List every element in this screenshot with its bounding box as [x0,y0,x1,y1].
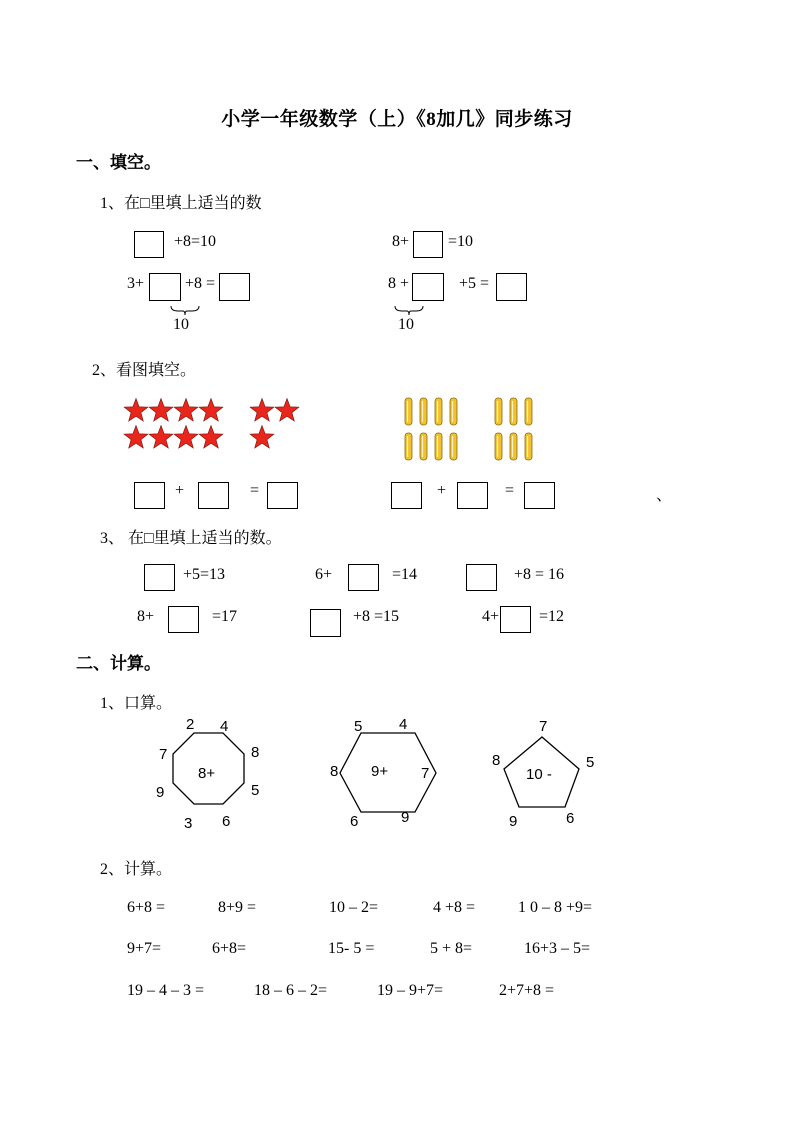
stick-icon [450,398,457,425]
answer-box[interactable] [168,606,199,633]
question-label: 2、计算。 [100,861,173,878]
equation-text: =17 [212,608,238,625]
hexagon-number: 5 [354,718,363,735]
plus-sign: + [175,482,185,499]
stick-icon [495,433,502,460]
answer-box[interactable] [219,273,250,301]
answer-box[interactable] [496,273,527,301]
equation-text: +8=10 [174,233,217,250]
answer-box[interactable] [413,231,443,258]
equation-text: =14 [392,566,418,583]
star-icon [124,399,148,422]
octagon-center: 8+ [198,765,216,782]
equation-text: 6+ [315,566,333,583]
hexagon-number: 7 [421,765,430,782]
star-icon [149,399,173,422]
answer-box[interactable] [524,482,555,509]
calc-item: 4 +8 = [433,899,476,916]
stray-mark: 、 [656,487,673,504]
answer-box[interactable] [391,482,422,509]
question-label: 3、 在□里填上适当的数。 [100,530,282,547]
stick-icon [405,398,412,425]
calc-item: 6+8 = [127,899,166,916]
answer-box[interactable] [134,482,165,509]
brace-label: 10 [173,316,189,333]
calc-item: 6+8= [212,940,247,957]
equation-text: =10 [448,233,474,250]
equals-sign: = [250,482,260,499]
sticks-picture [400,396,540,466]
answer-box[interactable] [457,482,488,509]
calc-item: 2+7+8 = [499,982,555,999]
octagon-number: 9 [156,784,165,801]
calc-item: 19 – 4 – 3 = [127,982,205,999]
plus-sign: + [437,482,447,499]
calc-item: 9+7= [127,940,162,957]
star-icon [174,426,198,449]
star-icon [199,426,223,449]
octagon-number: 7 [159,746,168,763]
calc-item: 5 + 8= [430,940,473,957]
brace-label: 10 [398,316,414,333]
octagon-number: 6 [222,813,231,830]
equals-sign: = [505,482,515,499]
equation-text: +5 = [459,275,490,292]
pentagon-number: 7 [539,718,548,735]
stick-icon [420,398,427,425]
hexagon-number: 4 [399,716,408,733]
stick-icon [510,433,517,460]
calc-item: 1 0 – 8 +9= [518,899,593,916]
star-icon [174,399,198,422]
answer-box[interactable] [412,273,444,301]
hexagon-center: 9+ [371,763,389,780]
pentagon-number: 9 [509,813,518,830]
answer-box[interactable] [267,482,298,509]
stars-picture [120,396,310,456]
section-heading-fill-blanks: 一、填空。 [76,153,161,172]
answer-box[interactable] [198,482,229,509]
stick-icon [420,433,427,460]
equation-text: 8 + [388,275,410,292]
question-label: 1、口算。 [100,695,173,712]
star-icon [250,426,274,449]
star-icon [149,426,173,449]
octagon-number: 2 [186,716,195,733]
pentagon-number: 6 [566,810,575,827]
calc-item: 16+3 – 5= [524,940,591,957]
answer-box[interactable] [149,273,181,301]
brace-icon [394,304,424,316]
octagon-number: 5 [251,782,260,799]
equation-text: +8 = 16 [514,566,565,583]
equation-text: +5=13 [183,566,226,583]
answer-box[interactable] [134,231,164,258]
star-icon [199,399,223,422]
stick-icon [435,398,442,425]
equation-text: 3+ [127,275,145,292]
octagon-number: 3 [184,815,193,832]
hexagon-number: 6 [350,813,359,830]
calc-item: 10 – 2= [329,899,379,916]
pentagon-number: 8 [492,752,501,769]
star-icon [124,426,148,449]
answer-box[interactable] [348,564,379,591]
stick-icon [495,398,502,425]
stick-icon [510,398,517,425]
answer-box[interactable] [144,564,175,591]
calc-item: 8+9 = [218,899,257,916]
question-label: 2、看图填空。 [92,362,197,379]
equation-text: 8+ [392,233,410,250]
star-icon [250,399,274,422]
question-label: 1、在□里填上适当的数 [100,195,262,212]
hexagon-number: 8 [330,763,339,780]
answer-box[interactable] [500,606,531,633]
calc-item: 15- 5 = [328,940,375,957]
pentagon-center: 10 - [526,766,552,783]
calc-item: 18 – 6 – 2= [254,982,328,999]
octagon-number: 4 [220,718,229,735]
equation-text: +8 = [185,275,216,292]
calc-item: 19 – 9+7= [377,982,444,999]
stick-icon [435,433,442,460]
stick-icon [525,433,532,460]
pentagon-number: 5 [586,754,595,771]
equation-text: =12 [539,608,565,625]
star-icon [275,399,299,422]
brace-icon [170,304,200,316]
stick-icon [405,433,412,460]
answer-box[interactable] [310,609,341,637]
equation-text: 4+ [482,608,500,625]
stick-icon [450,433,457,460]
section-heading-calculate: 二、计算。 [76,654,161,673]
octagon-number: 8 [251,744,260,761]
page-title: 小学一年级数学（上）《8加几》同步练习 [221,109,573,130]
equation-text: +8 =15 [353,608,400,625]
equation-text: 8+ [137,608,155,625]
hexagon-number: 9 [401,809,410,826]
stick-icon [525,398,532,425]
answer-box[interactable] [466,564,497,591]
